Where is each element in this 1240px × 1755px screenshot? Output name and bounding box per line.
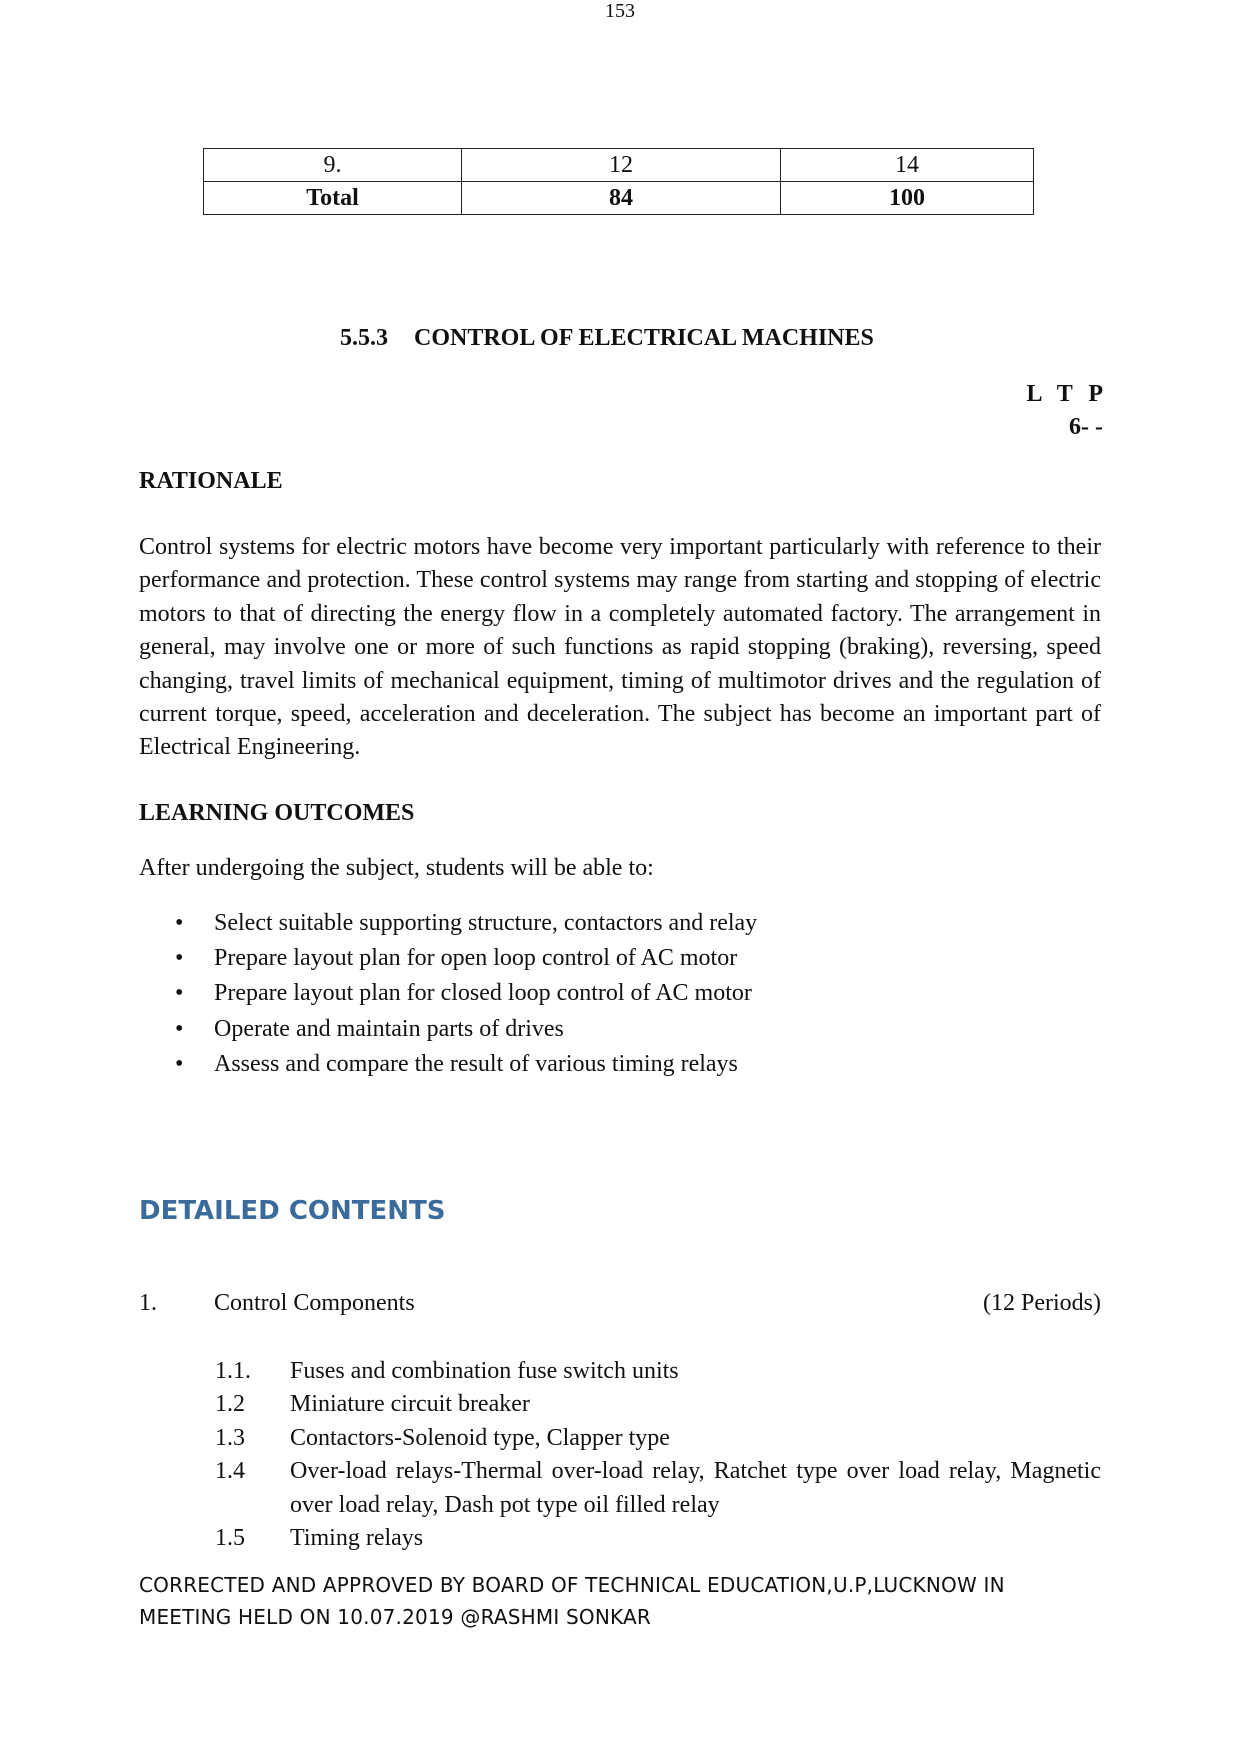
table-cell: Total — [204, 182, 462, 215]
table-cell: 100 — [781, 182, 1034, 215]
ltp-values: 6- - — [1069, 414, 1103, 440]
subitem — [215, 1355, 1101, 1388]
table-cell: 12 — [462, 149, 781, 182]
bullet-icon: • — [175, 980, 184, 1007]
list-item-text: Prepare layout plan for closed loop control of AC motor — [214, 980, 752, 1007]
subitem — [215, 1422, 1101, 1455]
subitem — [215, 1522, 1101, 1555]
list-item-text: Prepare layout plan for open loop control of AC motor — [214, 945, 738, 972]
list-item-text: Operate and maintain parts of drives — [214, 1015, 564, 1042]
unit-number: 1. — [139, 1290, 157, 1316]
subitem-text: Contactors-Solenoid type, Clapper type — [290, 1424, 670, 1451]
table-row-total — [204, 182, 1034, 215]
subitem-text: Over-load relays-Thermal over-load relay, Ratchet type over load relay, Magnetic over load relay, Dash pot type oil filled relay — [290, 1458, 1101, 1518]
rationale-text: Control systems for electric motors have become very important particularly with reference to their performance and protection. These control systems may range from starting and stopping of electric motors to that of directing the energy flow in a completely automated factory. The arrangement in general, may involve one or more of such functions as rapid stopping (braking), reversing, speed changing, travel limits of mechanical equipment, timing of multimotor drives and the regulation of current torque, speed, acceleration and deceleration. The subject has become an important part of Electrical Engineering. — [139, 534, 1101, 761]
subitem-text: Fuses and combination fuse switch units — [290, 1358, 679, 1384]
course-title — [340, 325, 874, 352]
subitem-list — [215, 1355, 1101, 1555]
list-item — [139, 1047, 757, 1082]
list-item-text: Select suitable supporting structure, contactors and relay — [214, 910, 758, 936]
learning-outcomes-heading: LEARNING OUTCOMES — [139, 800, 415, 826]
subitem-number: 1.1. — [215, 1358, 251, 1384]
subitem-number: 1.5 — [215, 1525, 245, 1552]
table-cell: 14 — [781, 149, 1034, 182]
list-item — [139, 906, 757, 941]
learning-outcomes-intro: After undergoing the subject, students will be able to: — [139, 855, 654, 881]
course-name: CONTROL OF ELECTRICAL MACHINES — [414, 325, 874, 351]
list-item — [139, 941, 757, 976]
approval-footer — [139, 1569, 1101, 1633]
rationale-heading: RATIONALE — [139, 468, 283, 494]
list-item — [139, 1012, 757, 1047]
subitem-number: 1.4 — [215, 1458, 245, 1485]
subitem — [215, 1388, 1101, 1421]
subitem-text: Miniature circuit breaker — [290, 1391, 530, 1418]
page-number: 153 — [605, 0, 635, 22]
footer-line: MEETING HELD ON 10.07.2019 @RASHMI SONKAR — [139, 1605, 651, 1629]
table-cell: 84 — [462, 182, 781, 215]
subitem-number: 1.2 — [215, 1391, 245, 1418]
footer-line: CORRECTED AND APPROVED BY BOARD OF TECHNICAL EDUCATION,U.P,LUCKNOW IN — [139, 1573, 1005, 1597]
subitem — [215, 1455, 1101, 1522]
learning-outcomes-list — [139, 906, 757, 1082]
subitem-text: Timing relays — [290, 1525, 424, 1552]
course-number: 5.5.3 — [340, 325, 388, 351]
list-item — [139, 976, 757, 1011]
bullet-icon: • — [175, 945, 184, 972]
unit-periods: (12 Periods) — [983, 1290, 1101, 1316]
ltp-header: L T P — [1026, 381, 1103, 407]
bullet-icon: • — [175, 1050, 184, 1077]
list-item-text: Assess and compare the result of various timing relays — [214, 1050, 738, 1077]
bullet-icon: • — [175, 910, 184, 936]
table-row — [204, 149, 1034, 182]
table-cell: 9. — [204, 149, 462, 182]
marks-distribution-table — [203, 148, 1034, 215]
bullet-icon: • — [175, 1015, 184, 1042]
detailed-contents-heading: DETAILED CONTENTS — [139, 1196, 446, 1226]
unit-title: Control Components — [214, 1290, 415, 1316]
subitem-number: 1.3 — [215, 1424, 245, 1451]
